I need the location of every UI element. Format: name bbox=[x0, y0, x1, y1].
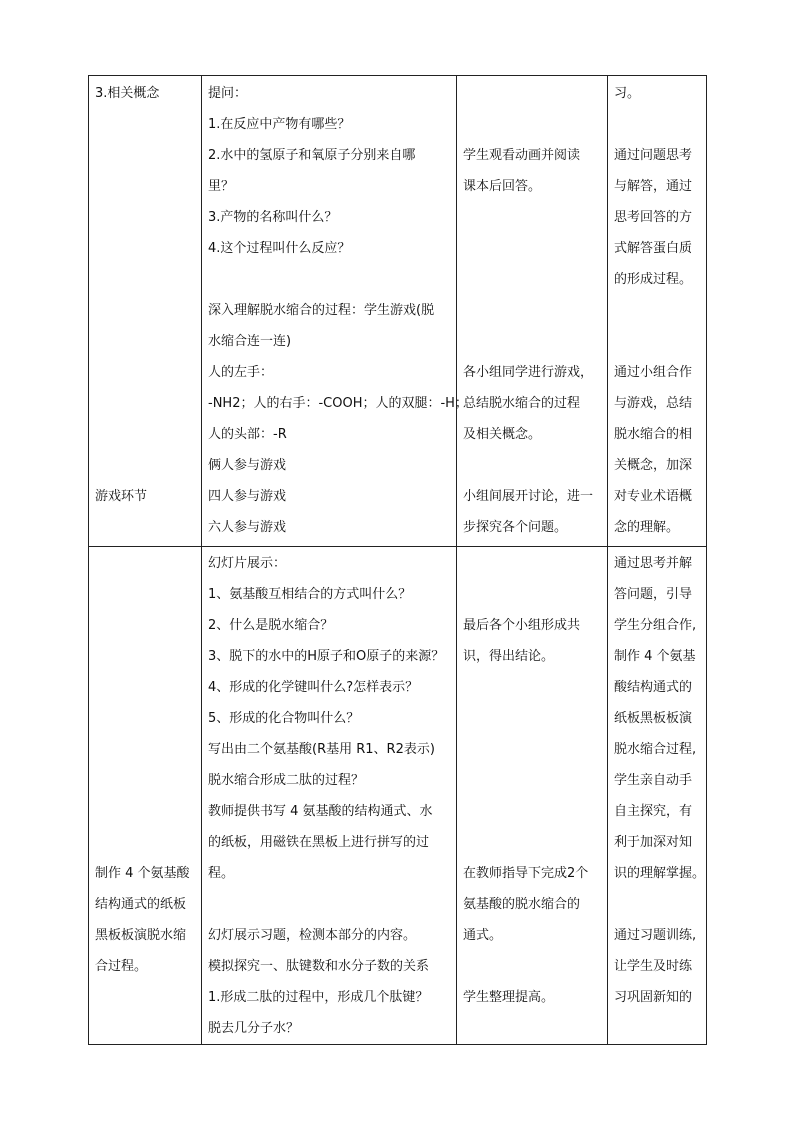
purpose-text-line: 通过思考并解 bbox=[614, 556, 693, 571]
purpose-text-line: 与解答，通过 bbox=[614, 179, 693, 194]
teacher-text-line: 1、氨基酸互相结合的方式叫什么？ bbox=[208, 587, 412, 602]
student-text-line: 学生整理提高。 bbox=[463, 990, 555, 1005]
purpose-text-line: 习。 bbox=[614, 86, 641, 101]
teacher-text-line: 3、脱下的水中的H原子和O原子的来源？ bbox=[208, 649, 445, 664]
teacher-text-line: 提问： bbox=[208, 86, 248, 101]
teacher-text-line: 四人参与游戏 bbox=[208, 489, 287, 504]
purpose-text-line: 通过习题训练, bbox=[614, 928, 697, 943]
teacher-text-line: 俩人参与游戏 bbox=[208, 458, 287, 473]
teacher-text-line: 深入理解脱水缩合的过程：学生游戏(脱 bbox=[208, 303, 435, 318]
teacher-text-line: 4.这个过程叫什么反应？ bbox=[208, 241, 351, 256]
student-text-line: 氨基酸的脱水缩合的 bbox=[463, 897, 581, 912]
purpose-text-line: 脱水缩合过程, bbox=[614, 742, 697, 757]
teacher-text-line: 1.形成二肽的过程中，形成几个肽键？ bbox=[208, 990, 429, 1005]
purpose-text-line: 脱水缩合的相 bbox=[614, 427, 693, 442]
teacher-text-line: 人的左手： bbox=[208, 365, 274, 380]
purpose-text-line: 的形成过程。 bbox=[614, 272, 693, 287]
purpose-text-line: 习巩固新知的 bbox=[614, 990, 693, 1005]
student-text-line: 各小组同学进行游戏， bbox=[463, 365, 594, 380]
teacher-text-line: 4、形成的化学键叫什么?怎样表示？ bbox=[208, 680, 419, 695]
purpose-text-line: 关概念，加深 bbox=[614, 458, 693, 473]
purpose-text-line: 纸板黑板板演 bbox=[614, 711, 693, 726]
student-text-line: 学生观看动画并阅读 bbox=[463, 148, 581, 163]
stage-text-line: 合过程。 bbox=[95, 959, 148, 974]
stage-text-line: 结构通式的纸板 bbox=[95, 897, 187, 912]
purpose-text-line: 利于加深对知 bbox=[614, 835, 693, 850]
teacher-text-line: 2.水中的氢原子和氧原子分别来自哪 bbox=[208, 148, 416, 163]
teacher-text-line: 5、形成的化合物叫什么？ bbox=[208, 711, 360, 726]
purpose-text-line: 学生分组合作, bbox=[614, 618, 697, 633]
teacher-text-line: 3.产物的名称叫什么？ bbox=[208, 210, 338, 225]
teacher-text-line: 水缩合连一连) bbox=[208, 334, 292, 349]
purpose-text-line: 念的理解。 bbox=[614, 520, 680, 535]
teacher-text-line: 1.在反应中产物有哪些？ bbox=[208, 117, 351, 132]
teacher-text-line: 脱水缩合形成二肽的过程？ bbox=[208, 773, 365, 788]
teacher-text-line: -NH2；人的右手：-COOH；人的双腿：-H； bbox=[208, 396, 468, 411]
teacher-text-line: 脱去几分子水？ bbox=[208, 1021, 300, 1036]
stage-text-line: 游戏环节 bbox=[95, 489, 148, 504]
stage-text-line: 制作 4 个氨基酸 bbox=[95, 866, 190, 881]
purpose-text-line: 自主探究，有 bbox=[614, 804, 693, 819]
teacher-text-line: 写出由二个氨基酸(R基用 R1、R2表示) bbox=[208, 742, 435, 757]
purpose-text-line: 让学生及时练 bbox=[614, 959, 693, 974]
row-divider bbox=[89, 546, 706, 547]
purpose-text-line: 制作 4 个氨基 bbox=[614, 649, 696, 664]
student-text-line: 在教师指导下完成2个 bbox=[463, 866, 589, 881]
student-text-line: 小组间展开讨论，进一 bbox=[463, 489, 594, 504]
purpose-text-line: 式解答蛋白质 bbox=[614, 241, 693, 256]
purpose-text-line: 答问题，引导 bbox=[614, 587, 693, 602]
student-text-line: 最后各个小组形成共 bbox=[463, 618, 581, 633]
teacher-text-line: 2、什么是脱水缩合？ bbox=[208, 618, 334, 633]
purpose-text-line: 通过问题思考 bbox=[614, 148, 693, 163]
teacher-text-line: 教师提供书写 4 氨基酸的结构通式、水 bbox=[208, 804, 433, 819]
teacher-text-line: 人的头部：-R bbox=[208, 427, 287, 442]
teacher-text-line: 的纸板，用磁铁在黑板上进行拼写的过 bbox=[208, 835, 430, 850]
student-text-line: 识，得出结论。 bbox=[463, 649, 555, 664]
student-text-line: 课本后回答。 bbox=[463, 179, 542, 194]
stage-text-line: 3.相关概念 bbox=[95, 86, 160, 101]
teacher-text-line: 幻灯展示习题，检测本部分的内容。 bbox=[208, 928, 417, 943]
purpose-text-line: 学生亲自动手 bbox=[614, 773, 693, 788]
student-text-line: 步探究各个问题。 bbox=[463, 520, 568, 535]
teacher-text-line: 幻灯片展示： bbox=[208, 556, 287, 571]
column-divider bbox=[201, 76, 202, 1044]
teacher-text-line: 六人参与游戏 bbox=[208, 520, 287, 535]
purpose-text-line: 酸结构通式的 bbox=[614, 680, 693, 695]
column-divider bbox=[456, 76, 457, 1044]
column-divider bbox=[607, 76, 608, 1044]
purpose-text-line: 通过小组合作 bbox=[614, 365, 693, 380]
student-text-line: 及相关概念。 bbox=[463, 427, 542, 442]
purpose-text-line: 识的理解掌握。 bbox=[614, 866, 706, 881]
teacher-text-line: 模拟探究一、肽键数和水分子数的关系 bbox=[208, 959, 430, 974]
student-text-line: 总结脱水缩合的过程 bbox=[463, 396, 581, 411]
stage-text-line: 黑板板演脱水缩 bbox=[95, 928, 187, 943]
teacher-text-line: 里？ bbox=[208, 179, 235, 194]
teacher-text-line: 程。 bbox=[208, 866, 235, 881]
lesson-table bbox=[88, 75, 707, 1045]
student-text-line: 通式。 bbox=[463, 928, 503, 943]
purpose-text-line: 思考回答的方 bbox=[614, 210, 693, 225]
purpose-text-line: 对专业术语概 bbox=[614, 489, 693, 504]
purpose-text-line: 与游戏，总结 bbox=[614, 396, 693, 411]
